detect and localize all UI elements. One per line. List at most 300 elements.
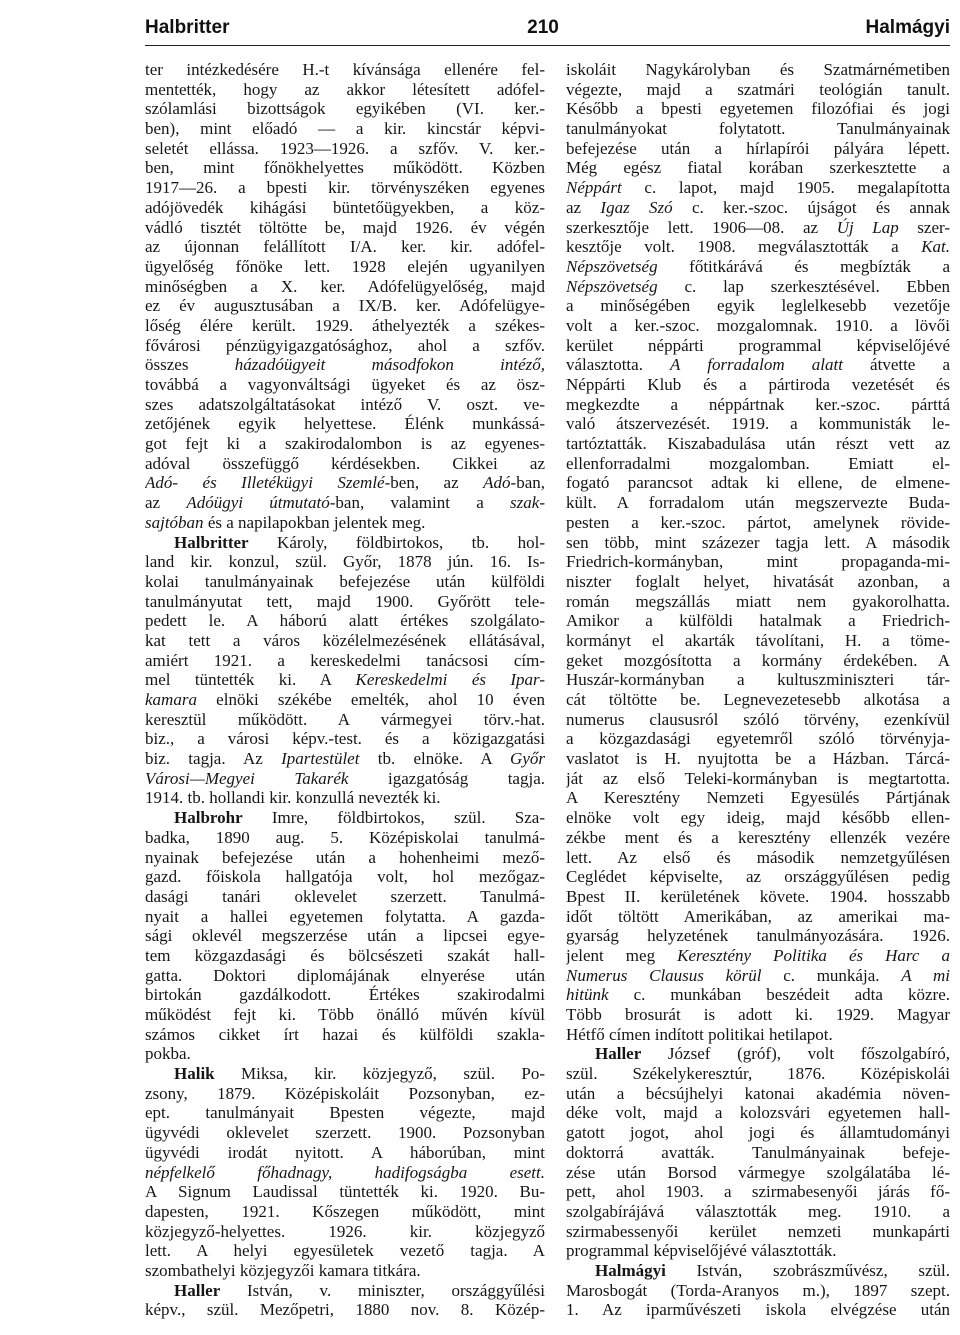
text-line	[145, 257, 545, 277]
text-run: ez év augusztusában a IX/B. ker. Adófelügye-	[145, 296, 545, 316]
text-run: főtitkárává és megbízták a	[657, 256, 950, 276]
italic-text: Városi—Megyei Takarék	[145, 768, 349, 788]
text-line	[566, 119, 950, 139]
text-line	[145, 158, 545, 178]
text-run: 1914. tb. hollandi kir. konzullá nevezték ki.	[145, 788, 441, 808]
text-line	[145, 1103, 545, 1123]
text-run: nyainak befejezése után a hohenheimi mező-	[145, 847, 545, 867]
text-run: szombathelyi közjegyzői kamara titkára.	[145, 1260, 421, 1280]
text-line	[566, 139, 950, 159]
text-run: gyarság helyzetének tanulmányozására. 1926.	[566, 926, 950, 946]
text-run: ellenforradalmi mozgalomban. Emiatt el-	[566, 453, 950, 473]
text-run: volt a ker.-szoc. mozgalomnak. 1910. a lövői	[566, 315, 950, 335]
text-run: biz., a városi képv.-test. és a közigazgatási	[145, 729, 545, 749]
text-run: pett, ahol 1903. a szirmabesenyői járás fő-	[566, 1182, 950, 1202]
text-line	[566, 828, 950, 848]
text-run: Ceglédet képviselte, az országgyűlésen pedig	[566, 867, 950, 887]
text-run: zékbe ment és a keresztény ellenzék vezére	[566, 827, 950, 847]
text-run: szül. Székelykeresztúr, 1876. Középiskolái	[566, 1064, 950, 1084]
text-run: 1917—26. a bpesti kir. törvényszéken egyenes	[145, 178, 545, 198]
text-line	[566, 80, 950, 100]
text-line	[566, 808, 950, 828]
text-run: a közgazdasági egyetemről szóló törvényja-	[566, 729, 950, 749]
text-line	[145, 1281, 545, 1301]
entry-paragraph	[566, 1044, 950, 1261]
text-run: ügyvédi irodát nyitott. A háborúban, mint	[145, 1142, 545, 1162]
text-run: Miksa, kir. közjegyző, szül. Po-	[214, 1064, 545, 1084]
text-run: választotta.	[566, 355, 671, 375]
text-line	[145, 178, 545, 198]
entry-paragraph	[145, 1064, 545, 1281]
text-line	[566, 414, 950, 434]
text-run: badka, 1890 aug. 5. Középiskolai tanulmá-	[145, 827, 545, 847]
text-line	[145, 355, 545, 375]
text-line	[145, 296, 545, 316]
text-run: Bpest II. kerületének követe. 1904. hosszabb	[566, 886, 950, 906]
text-run: ben, mint főnökhelyettes működött. Közben	[145, 158, 545, 178]
text-line	[566, 1064, 950, 1084]
text-line	[145, 848, 545, 868]
italic-text: sajtóban	[145, 512, 204, 532]
text-run: Hétfő címen indított politikai hetilapot.	[566, 1024, 833, 1044]
text-line	[566, 198, 950, 218]
text-run: közjegyző-helyettes. 1926. kir. közjegyző	[145, 1221, 545, 1241]
text-run: gazd. főiskola hallgatója volt, hol mezőgaz-	[145, 867, 545, 887]
text-run: -ban,	[510, 473, 545, 493]
italic-text: Numerus Clausus körül	[566, 965, 762, 985]
text-line	[566, 887, 950, 907]
text-line	[145, 1005, 545, 1025]
text-line	[566, 1143, 950, 1163]
text-line	[566, 1103, 950, 1123]
text-run: déke volt, majd a kolozsvári egyetemen hall-	[566, 1103, 950, 1123]
text-run: minőségben a X. ker. Adófelügyelőség, majd	[145, 276, 545, 296]
text-run: képv., szül. Mezőpetri, 1880 nov. 8. Közép-	[145, 1300, 545, 1320]
text-line	[566, 1202, 950, 1222]
text-run: Amikor a külföldi hatalmak a Friedrich-	[566, 611, 950, 631]
text-line	[145, 1163, 545, 1183]
text-run: elnöke volt egy ideig, majd később ellen-	[566, 808, 950, 828]
text-line	[566, 946, 950, 966]
text-line	[145, 119, 545, 139]
text-line	[566, 788, 950, 808]
text-line	[145, 513, 545, 533]
text-line	[566, 218, 950, 238]
text-line	[566, 670, 950, 690]
text-line	[145, 1202, 545, 1222]
text-line	[145, 60, 545, 80]
header-rule	[145, 45, 950, 46]
text-run: kat tett a város közélelmezésének ellátásával,	[145, 630, 545, 650]
italic-text: A forradalom alatt	[670, 355, 843, 375]
text-run: működést fejt ki. Több önálló művén kívül	[145, 1005, 545, 1024]
text-run: István, v. miniszter, országgyűlési	[220, 1280, 545, 1300]
text-run: tanulmányutat tett, majd 1900. Győrött tele-	[145, 591, 545, 611]
text-run: kormányt el akarták távolítani, H. a töme-	[566, 630, 950, 650]
text-run: végezte, majd a szatmári teológián tanult.	[566, 79, 950, 99]
text-run: Károly, földbirtokos, tb. hol-	[248, 532, 545, 552]
text-run: Imre, földbirtokos, szül. Sza-	[242, 808, 545, 828]
text-line	[566, 434, 950, 454]
italic-text: Új Lap	[836, 217, 899, 237]
italic-text: kamara	[145, 690, 197, 709]
text-line	[566, 1241, 950, 1261]
italic-text: Népszövetség	[566, 256, 658, 276]
text-line	[145, 277, 545, 297]
text-run: Huszár-kormányban a kultuszminiszteri tár-	[566, 670, 950, 690]
text-run: zsony, 1879. Középiskoláit Pozsonyban, ez-	[145, 1083, 545, 1103]
text-line	[566, 572, 950, 592]
text-run: számos cikket írt hazai és külföldi szakla-	[145, 1024, 545, 1044]
text-line	[566, 867, 950, 887]
italic-text: Adó- és Illetékügyi Szemlé	[145, 473, 385, 493]
entry-paragraph	[145, 1281, 545, 1320]
text-run: átvette a	[842, 355, 950, 375]
text-run: c. lapot, majd 1905. megalapította	[621, 178, 950, 198]
text-line	[145, 1241, 545, 1261]
text-run: igazgatóság tagja.	[348, 768, 545, 788]
text-line	[145, 1143, 545, 1163]
text-line	[566, 1044, 950, 1064]
text-line	[145, 867, 545, 887]
text-line	[145, 493, 545, 513]
text-line	[145, 316, 545, 336]
italic-text: szak-	[510, 493, 545, 513]
text-run: József (gróf), volt főszolgabíró,	[641, 1044, 950, 1064]
text-run: iskoláit Nagykárolyban és Szatmárnémetiben	[566, 60, 950, 79]
text-run: sági oklevél megszerzése után a lipcsei egye-	[145, 926, 545, 946]
text-run: c. ker.-szoc. újságot és annak	[672, 197, 950, 217]
text-run: keresztül működött. A vármegyei törv.-hat.	[145, 709, 545, 729]
text-line	[566, 985, 950, 1005]
italic-text: Adóügyi útmutató	[186, 493, 330, 513]
text-run: elnöki székébe emelték, ahol 10 éven	[196, 690, 545, 709]
text-run: Több brosurát is adott ki. 1929. Magyar	[566, 1005, 950, 1024]
text-run: zetőjének egyik helyettese. Élénk munkássá-	[145, 414, 545, 434]
text-run: tem közgazdasági és bölcsészeti szakát hall-	[145, 945, 545, 965]
entry-paragraph	[566, 1261, 950, 1320]
text-line	[566, 966, 950, 986]
italic-text: Kereskedelmi és Ipar-	[355, 670, 545, 690]
entry-paragraph	[145, 60, 545, 533]
text-line	[145, 473, 545, 493]
text-run: megkezdte a néppártnak ker.-szoc. párttá	[566, 394, 950, 414]
text-line	[145, 651, 545, 671]
text-run: és a napilapokban jelentek meg.	[203, 512, 426, 532]
text-line	[145, 80, 545, 100]
text-line	[566, 749, 950, 769]
text-run: got fejt ki a szakirodalombon is az egyenes-	[145, 434, 545, 454]
italic-text: Adó	[483, 473, 511, 493]
text-run: vaslatot is H. nyujtotta be a Házban. Tárcá-	[566, 749, 950, 769]
text-run: A Keresztény Nemzeti Egyesülés Pártjának	[566, 788, 950, 808]
text-line	[145, 729, 545, 749]
text-run: Friedrich-kormányban, mint propaganda-mi-	[566, 552, 950, 572]
text-line	[566, 533, 950, 553]
text-run: biz. tagja. Az	[145, 749, 282, 769]
text-line	[566, 1163, 950, 1183]
text-run: c. munkája.	[761, 965, 902, 985]
text-run: az újonnan felállított I/A. ker. kir. adófel-	[145, 237, 545, 257]
text-line	[566, 926, 950, 946]
entry-headword: Haller	[174, 1280, 221, 1300]
text-line	[566, 592, 950, 612]
text-run: szes adatszolgáltatásokat intéző V. oszt. ve-	[145, 394, 545, 414]
text-run: ept. tanulmányait Bpesten végezte, majd	[145, 1103, 545, 1123]
text-line	[566, 1182, 950, 1202]
right-column	[566, 60, 950, 1320]
text-run: ját az első Teleki-kormányban is megtartotta.	[566, 768, 950, 788]
text-run: ügyelőség főnöke lett. 1928 elején ugyanilyen	[145, 256, 545, 276]
text-line	[145, 966, 545, 986]
text-line	[566, 1025, 950, 1045]
text-line	[566, 178, 950, 198]
text-line	[566, 690, 950, 710]
text-run: tartóztatták. Kiszabadulása után részt vett az	[566, 434, 950, 454]
text-line	[145, 1300, 545, 1320]
text-line	[145, 631, 545, 651]
text-line	[566, 395, 950, 415]
italic-text: házadóügyeit másodfokon intéző,	[234, 355, 545, 375]
running-head-left: Halbritter	[145, 17, 230, 38]
text-line	[145, 454, 545, 474]
text-line	[145, 336, 545, 356]
text-line	[145, 592, 545, 612]
text-line	[566, 60, 950, 80]
text-line	[566, 277, 950, 297]
italic-text: Győr	[510, 749, 545, 769]
text-run: c. munkában beszédeit adta közre.	[608, 985, 950, 1005]
text-line	[145, 237, 545, 257]
text-run: Marosbogát (Torda-Aranyos m.), 1897 szept.	[566, 1280, 950, 1300]
text-line	[566, 907, 950, 927]
text-line	[566, 454, 950, 474]
text-run: kesztője volt. 1908. megválasztották a	[566, 237, 922, 257]
text-run: ter intézkedésére H.-t kívánsága ellenére fel-	[145, 60, 545, 79]
text-run: doktorrá avatták. Tanulmányainak befeje-	[566, 1142, 950, 1162]
text-run: az	[145, 493, 187, 513]
text-run: nyait a hallei egyetemen folytatta. A gazda-	[145, 906, 545, 926]
text-run: gatott jogot, ahol jogi és államtudományi	[566, 1123, 950, 1143]
text-line	[145, 769, 545, 789]
text-line	[566, 1281, 950, 1301]
text-line	[145, 1222, 545, 1242]
text-line	[566, 1084, 950, 1104]
text-line	[566, 158, 950, 178]
text-run: Néppárti Klub és a pártiroda vezetését és	[566, 375, 950, 394]
text-run: kült. A forradalom után megszervezte Buda-	[566, 493, 950, 513]
text-run: szerkesztője lett. 1906—08. az	[566, 217, 837, 237]
text-line	[145, 887, 545, 907]
text-run: tanulmányokat folytatott. Tanulmányainak	[566, 119, 950, 139]
text-run: mentették, hogy az akkor létesített adófel-	[145, 79, 545, 99]
text-line	[145, 572, 545, 592]
entry-headword: Haller	[595, 1044, 642, 1064]
text-line	[145, 611, 545, 631]
text-line	[566, 237, 950, 257]
italic-text: hitünk	[566, 985, 609, 1005]
italic-text: Néppárt	[566, 178, 622, 198]
text-line	[145, 1182, 545, 1202]
text-run: fővárosi pénzügyigazgatósághoz, ahol a szfőv.	[145, 335, 545, 355]
text-run: román megszállás miatt nem gyakorolhatta.	[566, 591, 950, 611]
text-run: birtokán gazdálkodott. Értékes szakirodalmi	[145, 985, 545, 1005]
text-line	[566, 769, 950, 789]
text-line	[566, 1222, 950, 1242]
text-line	[566, 355, 950, 375]
italic-text: A mi	[901, 965, 950, 985]
text-line	[566, 1300, 950, 1320]
text-line	[145, 788, 545, 808]
entry-headword: Halmágyi	[595, 1260, 666, 1280]
text-line	[566, 1005, 950, 1025]
text-line	[566, 99, 950, 119]
text-run: után a bécsújhelyi katonai akadémia növen-	[566, 1083, 950, 1103]
text-line	[145, 552, 545, 572]
text-run: dapesten, 1921. Kőszegen működött, mint	[145, 1201, 545, 1221]
text-line	[145, 198, 545, 218]
text-line	[145, 907, 545, 927]
text-run: dasági tanári oklevelet szerzett. Tanulmá-	[145, 886, 545, 906]
text-line	[145, 1025, 545, 1045]
text-run: A Signum Laudissal tüntették ki. 1920. Bu-	[145, 1182, 545, 1202]
text-line	[145, 533, 545, 553]
text-line	[566, 375, 950, 395]
text-line	[566, 611, 950, 631]
text-line	[566, 473, 950, 493]
text-line	[566, 848, 950, 868]
text-line	[566, 513, 950, 533]
text-line	[145, 690, 545, 710]
text-run: gatta. Doktori diplomájának elnyerése után	[145, 965, 545, 985]
text-run: programmal képviselőjévé választották.	[566, 1241, 837, 1261]
text-line	[145, 414, 545, 434]
text-line	[145, 808, 545, 828]
text-line	[145, 395, 545, 415]
italic-text: Igaz Szó	[600, 197, 673, 217]
text-run: adójövedék kihágási büntetőügyekben, a köz-	[145, 197, 545, 217]
text-run: mel tüntették ki. A	[145, 670, 356, 690]
text-run: sen több, mint százezer tagja lett. A második	[566, 532, 950, 552]
text-line	[566, 296, 950, 316]
text-run: pokba.	[145, 1044, 191, 1064]
text-run: lett. A helyi egyesületek vezető tagja. A	[145, 1241, 545, 1261]
text-line	[566, 1123, 950, 1143]
running-head-right: Halmágyi	[865, 17, 950, 38]
entry-headword: Halbrohr	[174, 808, 243, 828]
text-line	[566, 710, 950, 730]
entry-paragraph	[566, 60, 950, 1044]
text-line	[145, 139, 545, 159]
entry-headword: Halik	[174, 1064, 215, 1084]
text-run: zése után Borsod vármegye szolgálatába lé-	[566, 1162, 950, 1182]
text-run: amiért 1921. a kereskedelmi tanácsosi cím-	[145, 650, 545, 670]
text-line	[145, 1084, 545, 1104]
entry-paragraph	[145, 808, 545, 1064]
text-line	[145, 926, 545, 946]
text-run: kolai tanulmányainak befejezése után külföldi	[145, 571, 545, 591]
text-run: szolgabírájává választották meg. 1910. a	[566, 1201, 950, 1221]
text-line	[566, 552, 950, 572]
text-run: István, szobrászművész, szül.	[665, 1260, 950, 1280]
text-run: seletét ellássa. 1923—1926. a szfőv. V. ker.-	[145, 138, 545, 158]
text-run: befejezése után a hírlapírói pályára lépett.	[566, 138, 950, 158]
text-line	[145, 985, 545, 1005]
italic-text: Keresztény Politika és Harc a	[677, 945, 950, 965]
text-run: szólamlási bizottságok egyikében (VI. ker.-	[145, 99, 545, 119]
text-line	[145, 1261, 545, 1281]
text-run: lett. Az első és második nemzetgyűlésen	[566, 847, 950, 867]
italic-text: Ipartestület	[281, 749, 360, 769]
text-run: összes	[145, 355, 235, 375]
text-line	[145, 1044, 545, 1064]
text-run: szer-	[898, 217, 950, 237]
text-run: -ban, valamint a	[329, 493, 511, 513]
text-run: vádló tisztét töltötte be, majd 1926. év végén	[145, 217, 545, 237]
entry-paragraph	[145, 533, 545, 809]
left-column	[145, 60, 545, 1320]
text-run: ügyvédi oklevelet szerzett. 1900. Pozsonyban	[145, 1123, 545, 1143]
text-run: időt töltött Amerikában, az amerikai ma-	[566, 906, 950, 926]
text-line	[145, 1123, 545, 1143]
text-run: szirmabessenyői kerület nemzeti munkapárti	[566, 1221, 950, 1241]
text-run: pedett le. A háború alatt értékes szolgálato-	[145, 611, 545, 631]
text-run: -ben, az	[384, 473, 484, 493]
italic-text: Kat.	[921, 237, 950, 257]
text-line	[566, 257, 950, 277]
text-run: niszter foglalt helyet, hivatását azonban, a	[566, 571, 950, 591]
text-line	[145, 670, 545, 690]
text-line	[145, 749, 545, 769]
text-run: land kir. konzul, szül. Győr, 1878 jún. 16. Is-	[145, 552, 545, 572]
text-run: pesten a ker.-szoc. pártot, amelynek rövide-	[566, 512, 950, 532]
text-run: fogató parancsot adtak ki ellene, de elmene-	[566, 473, 950, 493]
text-run: tb. elnöke. A	[359, 749, 511, 769]
text-line	[145, 828, 545, 848]
text-line	[566, 651, 950, 671]
text-line	[566, 729, 950, 749]
text-line	[145, 375, 545, 395]
text-run: cát töltötte be. Legnevezetesebb alkotása a	[566, 690, 950, 709]
text-run: a minőségében egyik leglelkesebb vezetője	[566, 296, 950, 316]
text-run: kerület néppárti programmal képviselőjévé	[566, 335, 950, 355]
text-run: továbbá a vagyonváltsági ügyeket és az ösz-	[145, 375, 545, 394]
text-run: c. lap szerkesztésével. Ebben	[657, 276, 950, 296]
text-run: lőség élére került. 1929. áthelyezték a székes-	[145, 315, 545, 335]
text-run: Még egész fiatal korában szerkesztette a	[566, 158, 950, 178]
italic-text: Népszövetség	[566, 276, 658, 296]
text-run: adóval összefüggő kérdésekben. Cikkei az	[145, 453, 545, 473]
text-line	[145, 434, 545, 454]
text-line	[145, 1064, 545, 1084]
text-run: való átszervezését. 1919. a kommunisták le-	[566, 414, 950, 434]
text-run: 1. Az iparművészeti iskola elvégzése után	[566, 1300, 950, 1320]
text-line	[566, 316, 950, 336]
text-line	[145, 710, 545, 730]
entry-headword: Halbritter	[174, 532, 249, 552]
text-run: ben), mint előadó — a kir. kincstár képvi-	[145, 119, 545, 139]
text-line	[566, 1261, 950, 1281]
text-line	[145, 99, 545, 119]
text-run: Később a bpesti egyetemen filozófiai és jogi	[566, 99, 950, 119]
text-line	[145, 946, 545, 966]
text-line	[566, 493, 950, 513]
text-run: geket mozgósította a kormány érdekében. A	[566, 650, 950, 670]
text-line	[566, 336, 950, 356]
italic-text: népfelkelő főhadnagy, hadifogságba esett.	[145, 1162, 545, 1182]
text-run: jelent meg	[566, 945, 678, 965]
text-line	[566, 631, 950, 651]
